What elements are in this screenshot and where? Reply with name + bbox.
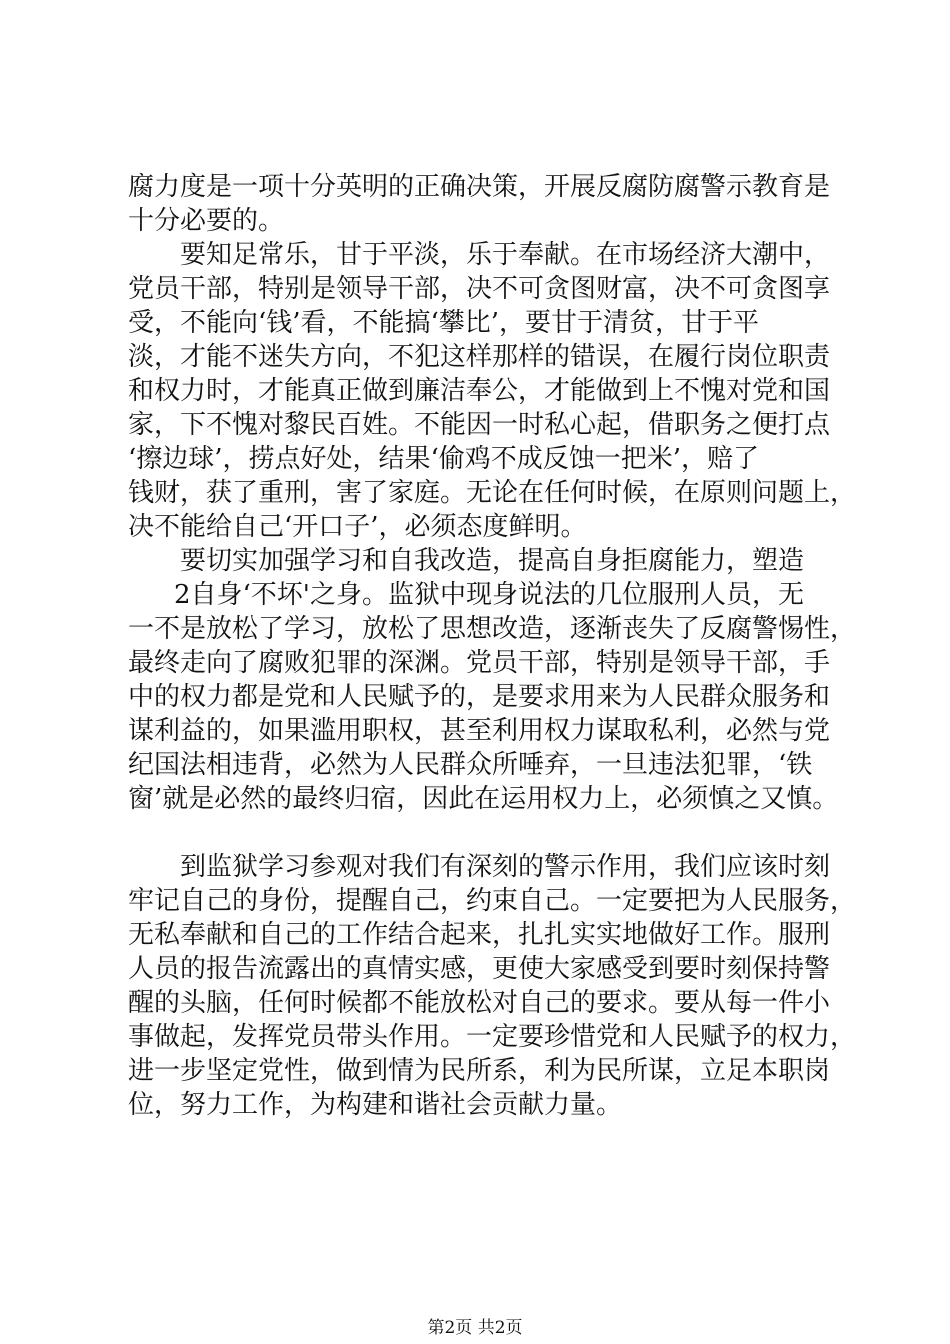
text-line: 要切实加强学习和自我改造，提高自身拒腐能力，塑造 bbox=[180, 546, 805, 576]
text-line: 受，不能向‘钱’看，不能搞‘攀比’，要甘于清贫，甘于平 bbox=[128, 308, 760, 338]
text-line: 一不是放松了学习，放松了思想改造，逐渐丧失了反腐警惕性， bbox=[128, 614, 857, 644]
paragraph-spacer bbox=[128, 816, 828, 850]
document-body bbox=[128, 170, 857, 1122]
paragraph-2 bbox=[128, 238, 857, 544]
text-line: 纪国法相违背，必然为人民群众所唾弃，一旦违法犯罪，‘铁 bbox=[128, 750, 813, 780]
text-line: 最终走向了腐败犯罪的深渊。党员干部，特别是领导干部，手 bbox=[128, 648, 831, 678]
text-line: 进一步坚定党性，做到情为民所系，利为民所谋，立足本职岗 bbox=[128, 1056, 831, 1086]
text-line: ‘擦边球’，捞点好处，结果‘偷鸡不成反蚀一把米’，赔了 bbox=[128, 444, 760, 474]
paragraph-3 bbox=[128, 544, 857, 816]
text-line: 事做起，发挥党员带头作用。一定要珍惜党和人民赋予的权力， bbox=[128, 1022, 857, 1052]
text-line: 和权力时，才能真正做到廉洁奉公，才能做到上不愧对党和国 bbox=[128, 376, 831, 406]
text-line: 窗’就是必然的最终归宿，因此在运用权力上，必须慎之又慎。 bbox=[128, 784, 839, 814]
text-line: 中的权力都是党和人民赋予的，是要求用来为人民群众服务和 bbox=[128, 682, 831, 712]
text-line: 腐力度是一项十分英明的正确决策，开展反腐防腐警示教育是 bbox=[128, 172, 831, 202]
text-line: 位，努力工作，为构建和谐社会贡献力量。 bbox=[128, 1090, 623, 1120]
text-line: 醒的头脑，任何时候都不能放松对自己的要求。要从每一件小 bbox=[128, 988, 831, 1018]
text-line: 党员干部，特别是领导干部，决不可贪图财富，决不可贪图享 bbox=[128, 274, 831, 304]
text-line: 人员的报告流露出的真情实感，更使大家感受到要时刻保持警 bbox=[128, 954, 831, 984]
page-number-label: 第2页 共2页 bbox=[427, 1318, 523, 1338]
text-line: 2自身‘不坏'之身。监狱中现身说法的几位服刑人员，无 bbox=[174, 580, 804, 610]
text-line: 要知足常乐，甘于平淡，乐于奉献。在市场经济大潮中， bbox=[180, 240, 831, 270]
text-line: 十分必要的。 bbox=[128, 206, 285, 236]
text-line: 牢记自己的身份，提醒自己，约束自己。一定要把为人民服务， bbox=[128, 886, 857, 916]
text-line: 家，下不愧对黎民百姓。不能因一时私心起，借职务之便打点 bbox=[128, 410, 831, 440]
page-footer bbox=[0, 1313, 950, 1338]
text-line: 无私奉献和自己的工作结合起来，扎扎实实地做好工作。服刑 bbox=[128, 920, 831, 950]
text-line: 决不能给自己‘开口子’，必须态度鲜明。 bbox=[128, 512, 587, 542]
text-line: 钱财，获了重刑，害了家庭。无论在任何时候，在原则问题上， bbox=[128, 478, 857, 508]
paragraph-1 bbox=[128, 170, 831, 238]
paragraph-4 bbox=[128, 850, 857, 1122]
text-line: 谋利益的，如果滥用职权，甚至利用权力谋取私利，必然与党 bbox=[128, 716, 831, 746]
text-line: 到监狱学习参观对我们有深刻的警示作用，我们应该时刻 bbox=[180, 852, 831, 882]
text-line: 淡，才能不迷失方向，不犯这样那样的错误，在履行岗位职责 bbox=[128, 342, 831, 372]
